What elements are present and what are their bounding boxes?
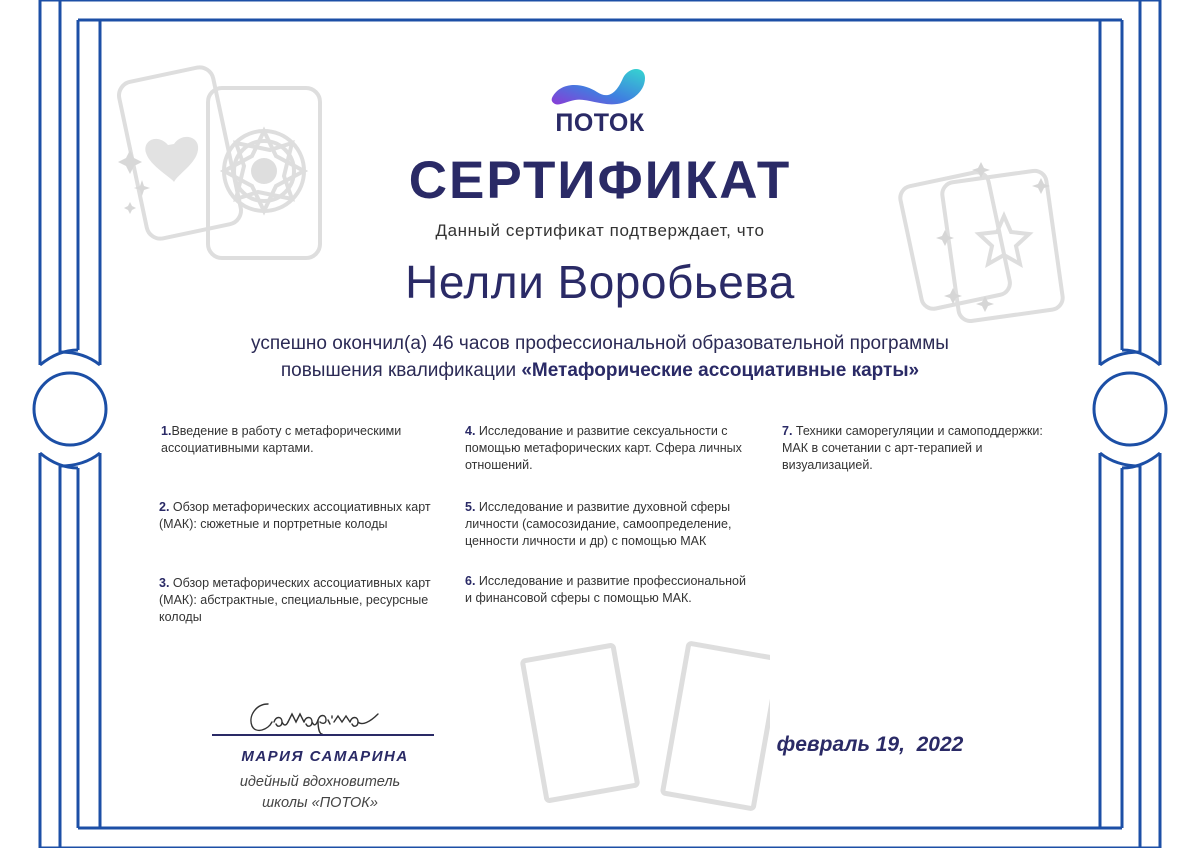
module-item-5	[465, 499, 755, 550]
completion-line-2-prefix: повышения квалификации	[280, 360, 522, 381]
module-item-2	[159, 499, 449, 533]
certificate-title: СЕРТИФИКАТ	[408, 151, 792, 210]
module-item-6	[465, 573, 755, 607]
module-text: Исследование и развитие духовной сферы личности (самосозидание, самоопределение, ценности личности и др) с помощью МАК	[465, 500, 732, 548]
signer-role	[190, 772, 450, 814]
blank-cards-icon	[520, 630, 770, 830]
module-text: Введение в работу с метафорическими ассоциативными картами.	[161, 424, 402, 455]
handwritten-signature	[246, 696, 386, 738]
signer-name: МАРИЯ САМАРИНА	[241, 748, 409, 765]
module-text: Исследование и развитие профессиональной и финансовой сферы с помощью МАК.	[465, 574, 746, 605]
module-text: Обзор метафорических ассоциативных карт (МАК): абстрактные, специальные, ресурсные колоды	[159, 576, 431, 624]
module-text: Обзор метафорических ассоциативных карт (МАК): сюжетные и портретные колоды	[159, 500, 431, 531]
module-number: 3.	[159, 576, 170, 590]
module-item-1	[161, 423, 451, 457]
module-number: 6.	[465, 574, 476, 588]
brand-name: ПОТОК	[555, 109, 645, 137]
signer-role-line-1: идейный вдохновитель	[239, 774, 401, 790]
module-item-7	[782, 423, 1072, 474]
module-number: 1.	[161, 424, 172, 438]
module-text: Исследование и развитие сексуальности с помощью метафорических карт. Сфера личных отношений.	[465, 424, 742, 472]
module-number: 7.	[782, 424, 793, 438]
module-text: Техники саморегуляции и самоподдержки: МАК в сочетании с арт-терапией и визуализацией.	[782, 424, 1043, 472]
module-number: 5.	[465, 500, 476, 514]
completion-statement	[140, 330, 1060, 384]
recipient-name: Нелли Воробьева	[405, 256, 795, 308]
module-item-3	[159, 575, 449, 626]
program-name: «Метафорические ассоциативные карты»	[521, 360, 920, 381]
module-item-4	[465, 423, 755, 474]
completion-line-2	[140, 357, 1060, 384]
completion-line-1: успешно окончил(а) 46 часов профессиональной образовательной программы	[251, 333, 949, 354]
signer-role-line-2: школы «ПОТОК»	[262, 795, 378, 811]
certificate-subtitle: Данный сертификат подтверждает, что	[435, 221, 765, 240]
module-number: 4.	[465, 424, 476, 438]
issue-date: февраль 19, 2022	[776, 733, 964, 756]
signature-line	[212, 734, 434, 736]
module-number: 2.	[159, 500, 170, 514]
